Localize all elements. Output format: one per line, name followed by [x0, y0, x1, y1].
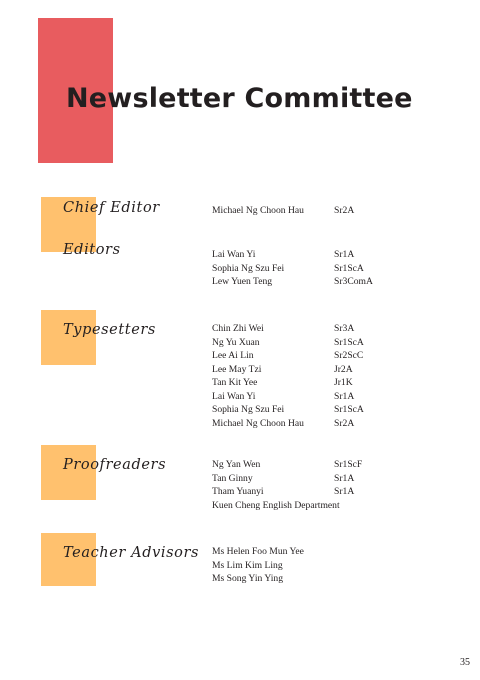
page-number: 35 — [460, 657, 470, 668]
list-item — [212, 485, 394, 499]
member-class: Sr1ScA — [334, 336, 364, 348]
member-class: Sr2ScC — [334, 350, 364, 361]
list-item — [212, 458, 394, 472]
member-name: Michael Ng Choon Hau — [212, 205, 304, 216]
member-class: Jr2A — [334, 363, 353, 375]
member-name: Ms Lim Kim Ling — [212, 559, 283, 571]
member-class: Sr1ScA — [334, 262, 364, 274]
member-name: Sophia Ng Szu Fei — [212, 404, 285, 415]
proofreaders-list — [212, 458, 394, 512]
list-item — [212, 248, 394, 262]
list-item — [212, 572, 334, 586]
member-class: Jr1K — [334, 377, 353, 388]
member-class: Sr2A — [334, 417, 355, 429]
list-item — [212, 559, 334, 573]
list-item — [212, 403, 394, 417]
list-item — [212, 336, 394, 350]
list-item — [212, 349, 394, 363]
list-item — [212, 545, 334, 559]
member-name: Michael Ng Choon Hau — [212, 417, 304, 429]
list-item — [212, 363, 394, 377]
member-name: Tan Kit Yee — [212, 377, 258, 388]
member-name: Kuen Cheng English Department — [212, 499, 340, 511]
list-item — [212, 204, 394, 218]
page-title: Newsletter Committee — [66, 83, 413, 114]
member-name: Tan Ginny — [212, 472, 253, 484]
list-item — [212, 417, 394, 431]
typesetters-list — [212, 322, 394, 430]
member-class: Sr1A — [334, 472, 355, 484]
member-class: Sr3ComA — [334, 276, 373, 287]
member-name: Lai Wan Yi — [212, 390, 256, 402]
member-name: Sophia Ng Szu Fei — [212, 262, 285, 274]
list-item — [212, 376, 394, 390]
member-name: Ng Yu Xuan — [212, 336, 260, 348]
member-name: Tham Yuanyi — [212, 486, 264, 497]
member-name: Lee May Tzi — [212, 363, 262, 375]
proofreaders-heading: Proofreaders — [63, 457, 167, 473]
editors-list — [212, 248, 394, 289]
member-name: Ms Song Yin Ying — [212, 573, 283, 584]
member-class: Sr1ScA — [334, 404, 364, 415]
list-item — [212, 472, 394, 486]
chief-editor-list — [212, 204, 394, 218]
editors-heading: Editors — [63, 242, 121, 258]
list-item — [212, 275, 394, 289]
member-class: Sr2A — [334, 205, 355, 216]
member-class: Sr1A — [334, 486, 355, 497]
member-name: Lee Ai Lin — [212, 350, 254, 361]
member-name: Ms Helen Foo Mun Yee — [212, 546, 304, 557]
member-class: Sr1A — [334, 390, 355, 402]
member-class: Sr3A — [334, 323, 355, 334]
teacher-advisors-list — [212, 545, 334, 586]
member-name: Chin Zhi Wei — [212, 323, 264, 334]
chief-editor-heading: Chief Editor — [63, 200, 160, 216]
member-name: Ng Yan Wen — [212, 459, 261, 470]
member-name: Lew Yuen Teng — [212, 276, 273, 287]
member-class: Sr1A — [334, 249, 355, 260]
list-item — [212, 499, 394, 513]
list-item — [212, 322, 394, 336]
member-name: Lai Wan Yi — [212, 249, 256, 260]
list-item — [212, 262, 394, 276]
member-class — [334, 499, 394, 513]
list-item — [212, 390, 394, 404]
typesetters-heading: Typesetters — [63, 322, 156, 338]
member-class: Sr1ScF — [334, 459, 363, 470]
teacher-advisors-heading: Teacher Advisors — [63, 545, 200, 561]
